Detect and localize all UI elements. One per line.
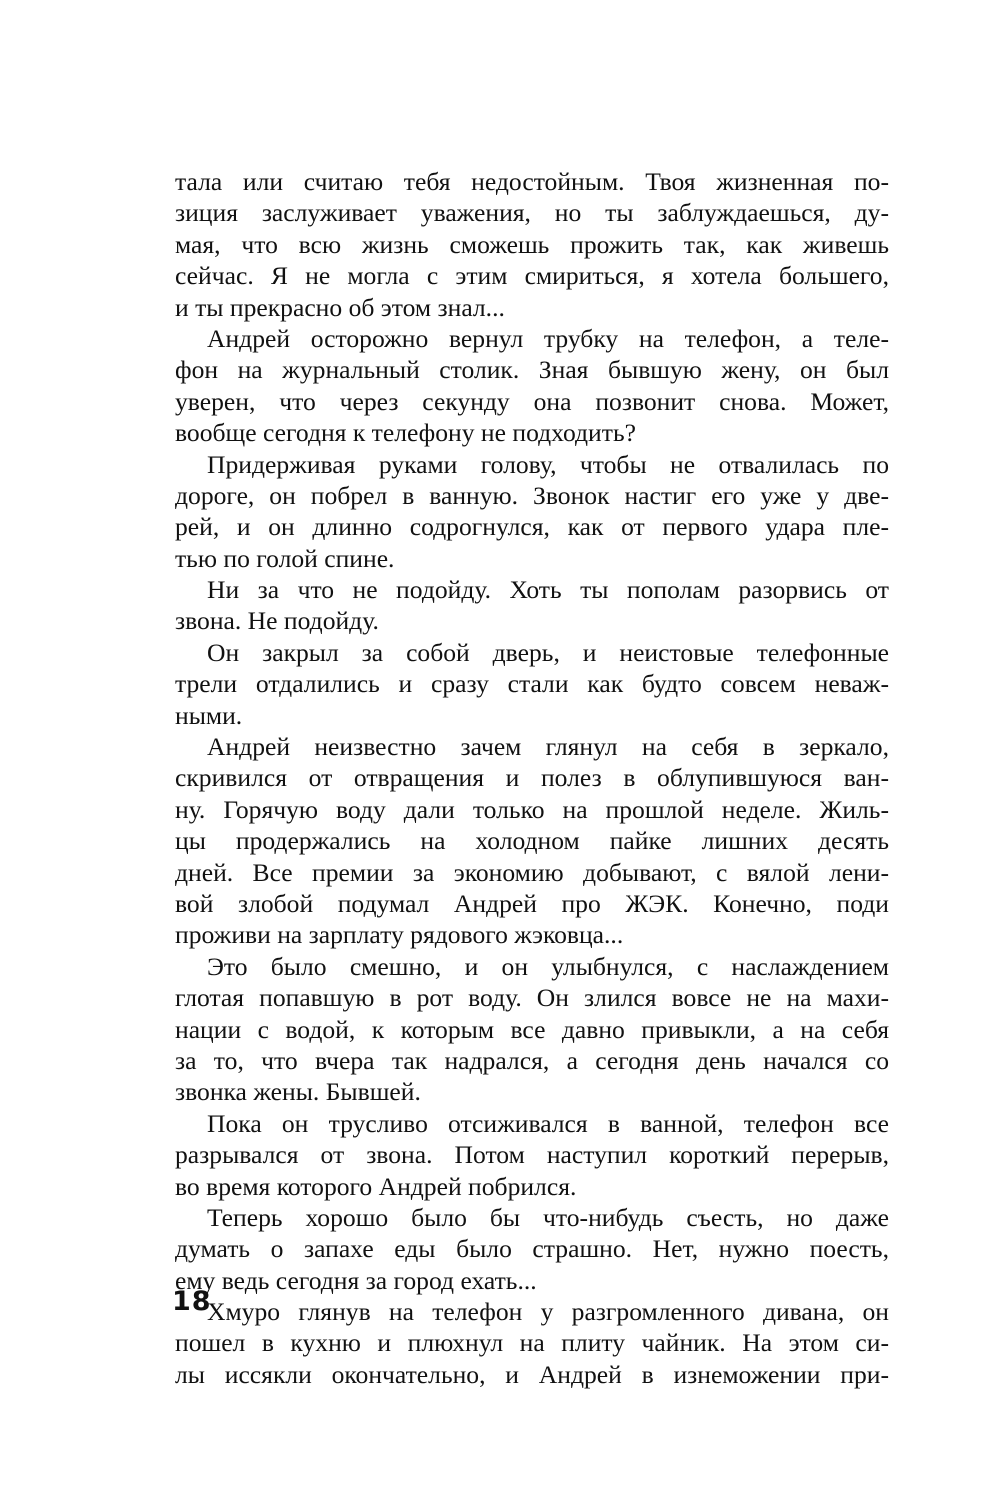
text-line: сейчас. Я не могла с этим смириться, я хотела большего,: [175, 261, 889, 291]
paragraph: [175, 166, 889, 323]
text-line: трели отдалились и сразу стали как будто совсем неваж-: [175, 669, 889, 699]
text-line: во время которого Андрей побрился.: [175, 1171, 577, 1201]
text-line: Теперь хорошо было бы что-нибудь съесть, но даже: [207, 1202, 889, 1232]
text-line: звона. Не подойду.: [175, 606, 379, 636]
text-line: разрывался от звона. Потом наступил короткий перерыв,: [175, 1140, 889, 1170]
text-line: Придерживая руками голову, чтобы не отвалилась по: [207, 449, 889, 479]
text-line: за то, что вчера так надрался, а сегодня день начался со: [175, 1045, 889, 1075]
paragraph: [175, 323, 889, 449]
text-line: дней. Все премии за экономию добывают, с вялой лени-: [175, 857, 889, 887]
text-line: нации с водой, к которым все давно привыкли, а на себя: [175, 1014, 889, 1044]
text-line: Хмуро глянув на телефон у разгромленного дивана, он: [207, 1297, 889, 1327]
text-line: мая, что всю жизнь сможешь прожить так, как живешь: [175, 229, 889, 259]
text-line: пошел в кухню и плюхнул на плиту чайник. На этом си-: [175, 1328, 889, 1358]
paragraph: [175, 637, 889, 731]
body-text: [175, 166, 889, 1390]
text-line: лы иссякли окончательно, и Андрей в изнеможении при-: [175, 1359, 889, 1389]
text-line: вой злобой подумал Андрей про ЖЭК. Конечно, поди: [175, 888, 889, 918]
text-line: тью по голой спине.: [175, 543, 395, 573]
text-line: Пока он трусливо отсиживался в ванной, телефон все: [207, 1108, 889, 1138]
text-line: ну. Горячую воду дали только на прошлой неделе. Жиль-: [175, 794, 889, 824]
text-line: рей, и он длинно содрогнулся, как от первого удара пле-: [175, 512, 889, 542]
text-line: уверен, что через секунду она позвонит снова. Может,: [175, 386, 889, 416]
text-line: цы продержались на холодном пайке лишних десять: [175, 826, 889, 856]
text-line: глотая попавшую в рот воду. Он злился вовсе не на махи-: [175, 983, 889, 1013]
paragraph: [175, 1202, 889, 1296]
paragraph: [175, 731, 889, 951]
text-line: ему ведь сегодня за город ехать...: [175, 1265, 537, 1295]
text-line: дороге, он побрел в ванную. Звонок настиг его уже у две-: [175, 480, 889, 510]
paragraph: [175, 1108, 889, 1202]
text-line: фон на журнальный столик. Зная бывшую жену, он был: [175, 355, 889, 385]
text-line: звонка жены. Бывшей.: [175, 1077, 421, 1107]
text-line: и ты прекрасно об этом знал...: [175, 292, 505, 322]
text-line: думать о запахе еды было страшно. Нет, нужно поесть,: [175, 1234, 889, 1264]
text-line: тала или считаю тебя недостойным. Твоя жизненная по-: [175, 167, 889, 196]
text-line: ными.: [175, 700, 243, 730]
text-line: скривился от отвращения и полез в облупившуюся ван-: [175, 763, 889, 793]
paragraph: [175, 574, 889, 637]
page-number: 18: [172, 1286, 212, 1317]
text-line: Андрей осторожно вернул трубку на телефон, а теле-: [207, 323, 889, 353]
paragraph: [175, 1296, 889, 1390]
text-line: проживи на зарплату рядового жэковца...: [175, 920, 624, 950]
paragraph: [175, 951, 889, 1108]
text-line: Андрей неизвестно зачем глянул на себя в зеркало,: [207, 732, 889, 762]
text-line: Это было смешно, и он улыбнулся, с наслаждением: [207, 951, 889, 981]
text-line: Он закрыл за собой дверь, и неистовые телефонные: [207, 637, 889, 667]
paragraph: [175, 449, 889, 575]
text-line: Ни за что не подойду. Хоть ты пополам разорвись от: [207, 575, 889, 605]
text-line: вообще сегодня к телефону не подходить?: [175, 418, 636, 448]
text-line: зиция заслуживает уважения, но ты заблуждаешься, ду-: [175, 198, 889, 228]
